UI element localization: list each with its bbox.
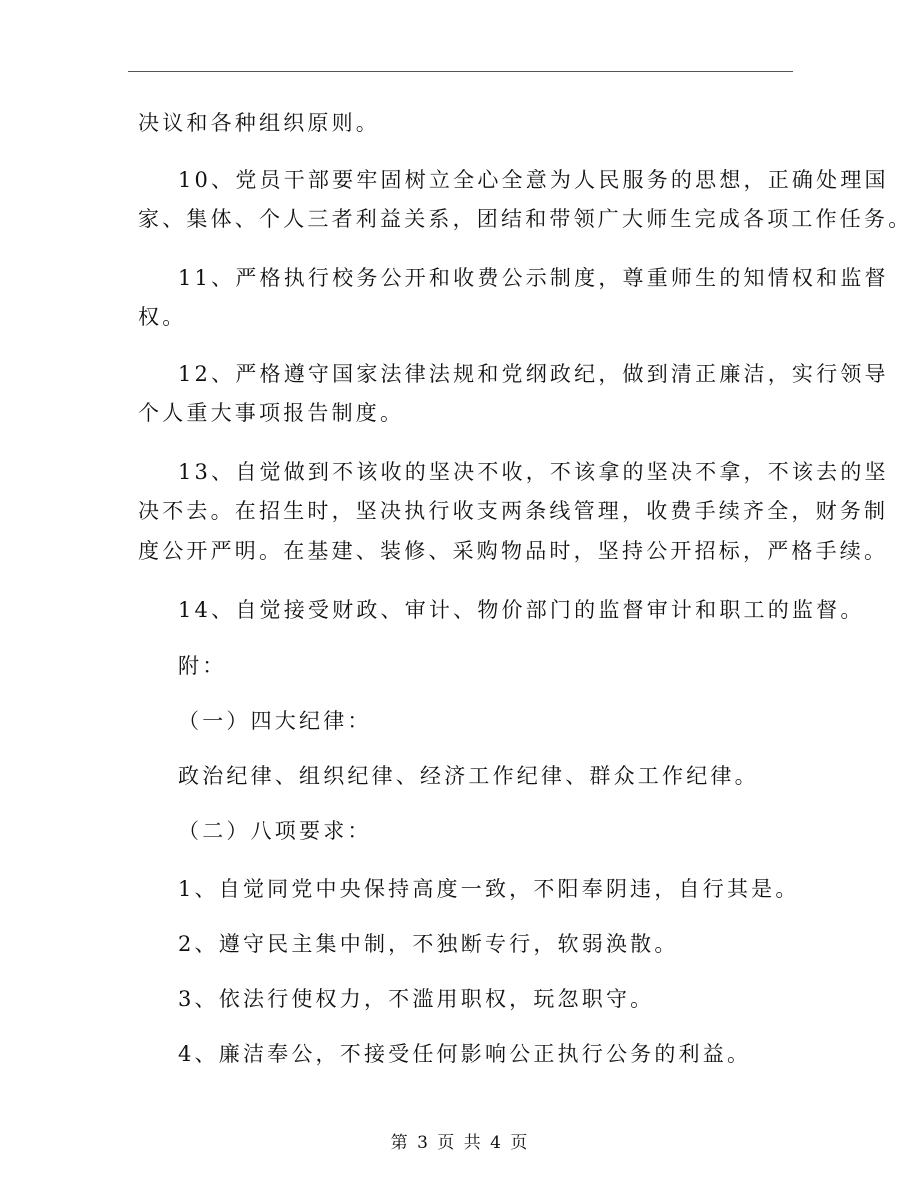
list-item: 2、遵守民主集中制，不独断专行，软弱涣散。 [178,932,679,956]
text-line: 13、自觉做到不该收的坚决不收，不该拿的坚决不拿，不该去的坚 [178,460,889,484]
text-line: 家、集体、个人三者利益关系，团结和带领广大师生完成各项工作任务。 [138,207,913,231]
text-line: 权。 [138,305,187,329]
text-line: 个人重大事项报告制度。 [138,401,405,425]
text-line: 度公开严明。在基建、装修、采购物品时，坚持公开招标，严格手续。 [138,539,889,563]
list-item: 1、自觉同党中央保持高度一致，不阳奉阴违，自行其是。 [178,877,800,901]
text-line: 政治纪律、组织纪律、经济工作纪律、群众工作纪律。 [178,764,759,788]
section-heading: （一）四大纪律： [178,709,372,733]
text-line: 14、自觉接受财政、审计、物价部门的监督审计和职工的监督。 [178,598,865,622]
text-line: 10、党员干部要牢固树立全心全意为人民服务的思想，正确处理国 [178,168,889,192]
header-rule [128,71,793,72]
list-item: 4、廉洁奉公，不接受任何影响公正执行公务的利益。 [178,1042,752,1066]
text-line: 11、严格执行校务公开和收费公示制度，尊重师生的知情权和监督 [178,266,889,290]
page-number-footer: 第 3 页 共 4 页 [390,1133,530,1153]
text-line: 附： [178,654,227,678]
text-line: 决不去。在招生时，坚决执行收支两条线管理，收费手续齐全，财务制 [138,499,889,523]
text-line: 12、严格遵守国家法律法规和党纲政纪，做到清正廉洁，实行领导 [178,362,889,386]
list-item: 3、依法行使权力，不滥用职权，玩忽职守。 [178,987,655,1011]
text-line: 决议和各种组织原则。 [138,111,380,135]
section-heading: （二）八项要求： [178,819,372,843]
